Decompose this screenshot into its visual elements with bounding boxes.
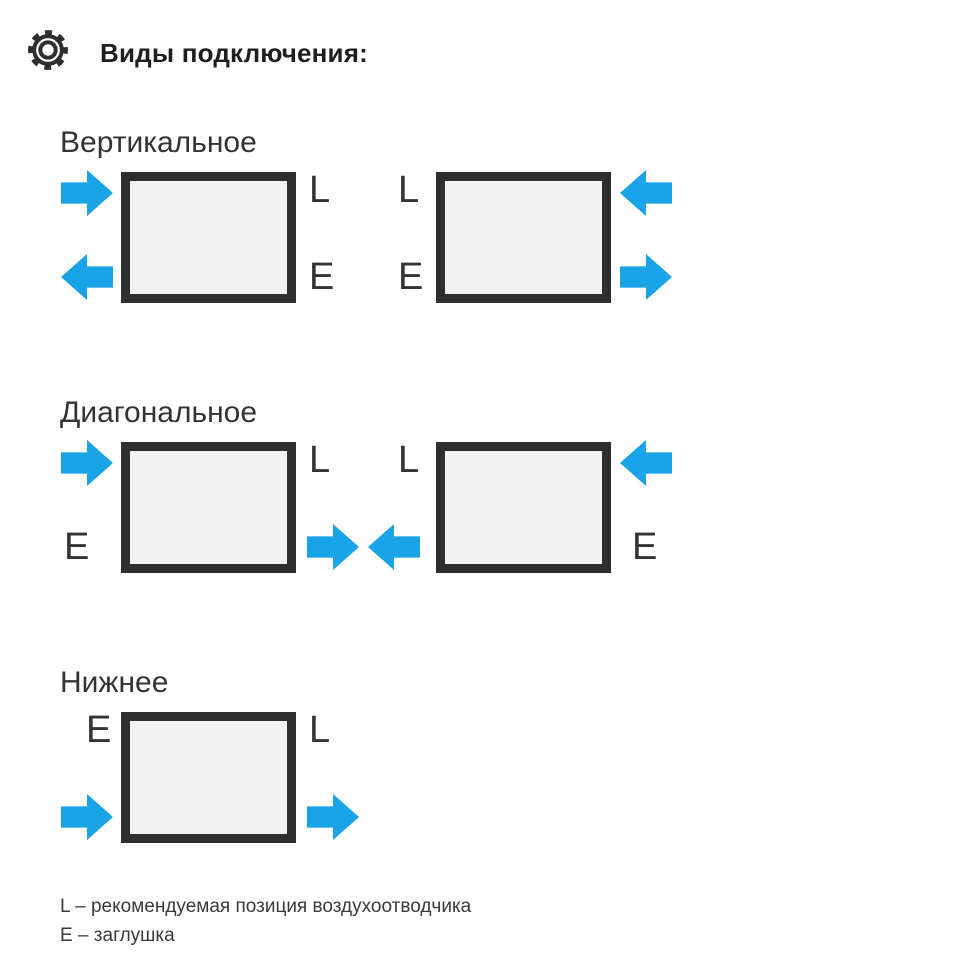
radiator-rect [121, 442, 296, 573]
flow-out-arrow-icon [620, 254, 672, 300]
legend-line-air-vent: L – рекомендуемая позиция воздухоотводчика [60, 896, 472, 917]
flow-in-arrow-icon [620, 170, 672, 216]
air-vent-label: L [309, 709, 331, 751]
air-vent-label: L [309, 439, 331, 481]
flow-out-arrow-icon [61, 254, 113, 300]
air-vent-label: L [309, 169, 331, 211]
radiator-rect [121, 172, 296, 303]
flow-in-arrow-icon [61, 170, 113, 216]
legend [60, 892, 471, 950]
plug-label: E [309, 256, 335, 298]
radiator-rect [121, 712, 296, 843]
air-vent-label: L [398, 439, 420, 481]
page-title: Виды подключения: [100, 38, 368, 68]
flow-in-arrow-icon [61, 440, 113, 486]
legend-line-plug: E – заглушка [60, 925, 175, 946]
plug-label: E [64, 526, 90, 568]
plug-label: E [632, 526, 658, 568]
flow-out-arrow-icon [307, 524, 359, 570]
flow-in-arrow-icon [61, 794, 113, 840]
flow-out-arrow-icon [368, 524, 420, 570]
plug-label: E [86, 709, 112, 751]
radiator-rect [436, 442, 611, 573]
flow-out-arrow-icon [307, 794, 359, 840]
section-heading-bottom: Нижнее [60, 666, 169, 699]
radiator-rect [436, 172, 611, 303]
flow-in-arrow-icon [620, 440, 672, 486]
section-heading-vertical: Вертикальное [60, 126, 257, 159]
section-heading-diagonal: Диагональное [60, 396, 258, 429]
plug-label: E [398, 256, 424, 298]
gear-icon [26, 28, 70, 72]
air-vent-label: L [398, 169, 420, 211]
